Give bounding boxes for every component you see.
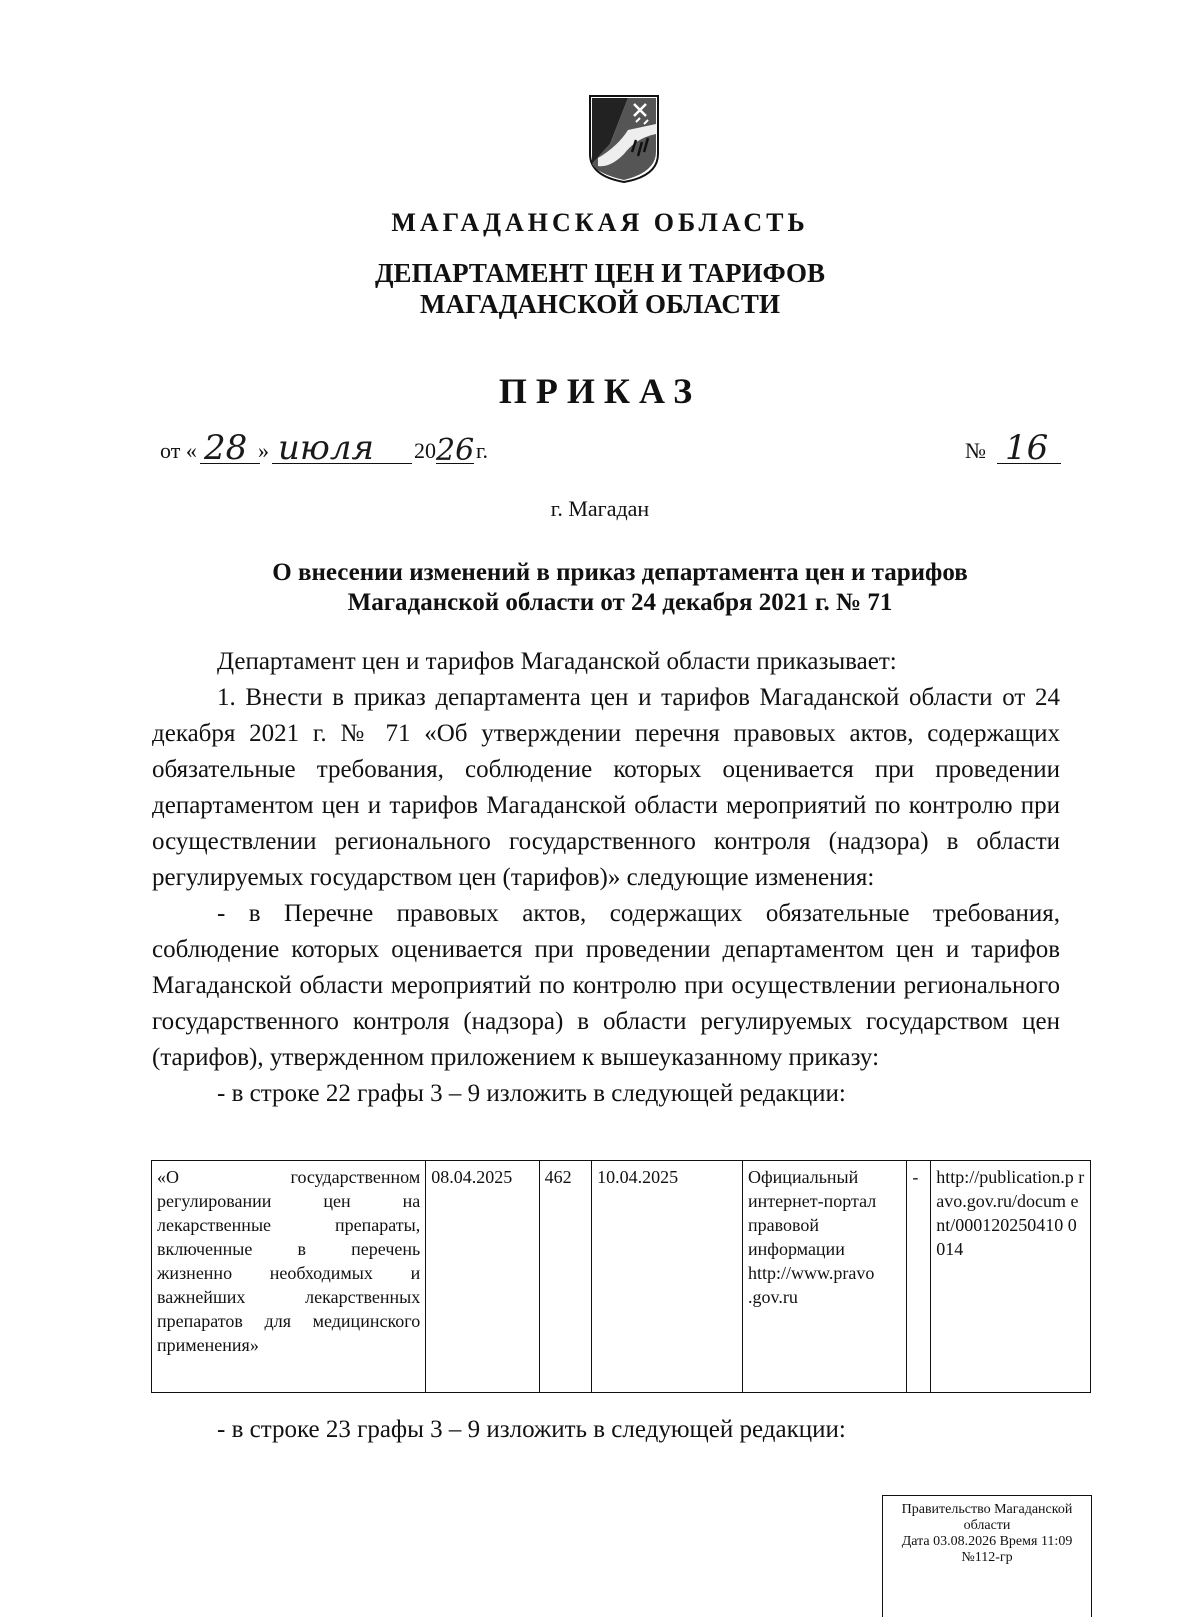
coat-of-arms-emblem <box>588 94 660 184</box>
date-from-label: от « <box>160 438 197 463</box>
order-number <box>965 428 1065 472</box>
act-title-line: жизненно необходимых и <box>157 1263 421 1283</box>
act-title-line: препаратов для медицинского <box>157 1311 421 1331</box>
body-item-1: 1. Внести в приказ департамента цен и тарифов Магаданской области от 24 декабря 2021 г. № 71 «Об утверждении перечня правовых актов, содержащих обязательные требования, соблюдение которых оценивается при проведении департаментом цен и тарифов Магаданской области мероприятий по контролю при осуществлении регионального государственного контроля (надзора) в области регулируемых государством цен (тарифов)» следующие изменения: <box>152 684 1060 891</box>
department-title <box>0 258 1200 320</box>
stamp-line2: области <box>963 1518 1011 1533</box>
body-bullet-2: - в строке 22 графы 3 – 9 изложить в следующей редакции: <box>217 1080 846 1107</box>
stamp-line1: Правительство Магаданской <box>901 1502 1073 1517</box>
amendment-table <box>151 1160 1091 1393</box>
order-body <box>152 644 1060 1112</box>
table-row <box>152 1161 1091 1393</box>
date-month-handwritten: июля <box>278 428 374 468</box>
act-title-line: применения» <box>157 1335 259 1355</box>
cell-act-number: 462 <box>539 1161 592 1393</box>
body-bullet-1: - в Перечне правовых актов, содержащих обязательные требования, соблюдение которых оценивается при проведении департаментом цен и тарифов Магаданской области мероприятий по контролю при осуществлении регионального государственного контроля (надзора) в области регулируемых государством цен (тарифов), утвержденном приложением к вышеуказанному приказу: <box>152 900 1060 1071</box>
date-month-underline <box>272 463 412 464</box>
act-title-line: «О государственном <box>157 1167 421 1187</box>
registration-stamp <box>882 1495 1092 1617</box>
department-title-line2: МАГАДАНСКОЙ ОБЛАСТИ <box>420 289 780 319</box>
date-quote-close: » <box>258 438 269 463</box>
department-title-line1: ДЕПАРТАМЕНТ ЦЕН И ТАРИФОВ <box>374 258 826 288</box>
date-day-handwritten: 28 <box>204 428 248 468</box>
date-year-underline <box>436 463 474 464</box>
date-day-underline <box>200 463 260 464</box>
act-title-line: лекарственные препараты, <box>157 1215 421 1235</box>
cell-act-date: 08.04.2025 <box>426 1161 539 1393</box>
stamp-line4: №112-гр <box>961 1550 1013 1565</box>
cell-publication-source: Официальный интернет-портал правовой информации http://www.pravo .gov.ru <box>743 1161 907 1393</box>
cell-publication-date: 10.04.2025 <box>592 1161 743 1393</box>
subject-line2: Магаданской области от 24 декабря 2021 г. № 71 <box>347 589 893 616</box>
document-type-title: ПРИКАЗ <box>498 371 702 411</box>
body-bullet-3: - в строке 23 графы 3 – 9 изложить в следующей редакции: <box>217 1416 846 1443</box>
cell-publication-link: http://publication.p ravo.gov.ru/docum ent/000120250410 0014 <box>931 1161 1091 1393</box>
act-title-line: включенные в перечень <box>157 1239 421 1259</box>
date-year-prefix: 20 <box>414 438 436 463</box>
order-subject <box>0 558 1200 618</box>
subject-line1: О внесении изменений в приказ департамента цен и тарифов <box>272 559 968 586</box>
act-title-line: важнейших лекарственных <box>157 1287 421 1307</box>
number-handwritten: 16 <box>1005 428 1049 468</box>
date-year-handwritten: 26 <box>436 433 475 468</box>
number-label: № <box>965 438 986 463</box>
date-year-end: г. <box>476 438 489 463</box>
stamp-line3: Дата 03.08.2026 Время 11:09 <box>901 1534 1073 1549</box>
number-underline <box>997 463 1061 464</box>
order-date-line <box>160 428 1060 472</box>
cell-act-title <box>152 1161 426 1393</box>
act-title-line: регулировании цен на <box>157 1191 421 1211</box>
cell-dash: - <box>907 1161 931 1393</box>
city-label: г. Магадан <box>550 496 650 521</box>
body-intro: Департамент цен и тарифов Магаданской области приказывает: <box>217 648 897 675</box>
region-title: МАГАДАНСКАЯ ОБЛАСТЬ <box>391 208 809 237</box>
